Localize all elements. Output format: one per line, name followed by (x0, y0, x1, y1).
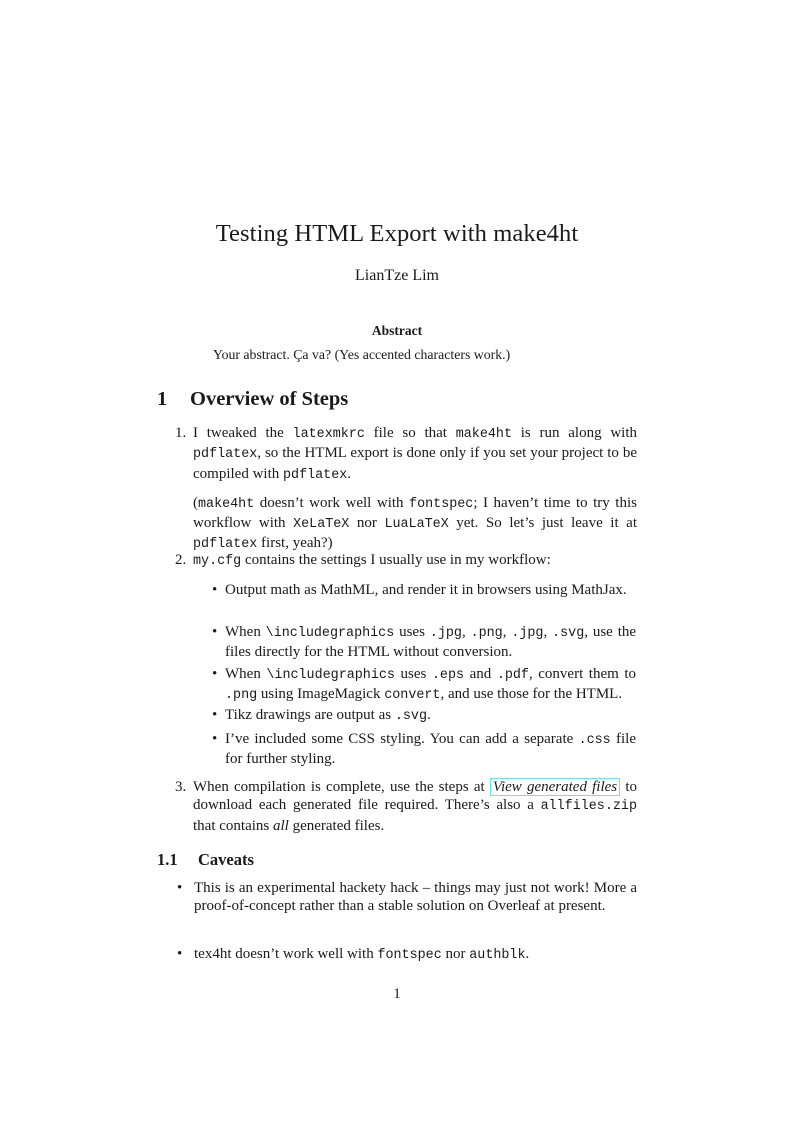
text: uses (394, 624, 430, 640)
abstract-text: Your abstract. Ça va? (Yes accented characters work.) (213, 347, 511, 362)
section-number: 1 (157, 388, 168, 410)
text: that contains (193, 817, 273, 834)
paragraph (193, 424, 637, 485)
text: . (427, 707, 431, 723)
text: , (543, 624, 553, 640)
text: , convert them to (528, 666, 636, 682)
text: , (502, 624, 512, 640)
abstract-heading: Abstract (371, 323, 423, 338)
code: fontspec (377, 948, 442, 963)
list-item (175, 424, 637, 555)
text: ; I haven’t time to try this workflow with (193, 494, 637, 532)
text: contains the settings I usually use in my workflow: (241, 552, 551, 568)
text: Output math as MathML, and render it in browsers using MathJax. (225, 582, 627, 598)
bullet-icon: • (212, 666, 218, 682)
list-marker: 1. (175, 425, 187, 441)
text: , use the files directly for the HTML without conversion. (225, 624, 637, 661)
code: XeLaTeX (293, 517, 350, 533)
code: make4ht (198, 496, 255, 512)
bullet-icon: • (212, 624, 218, 640)
text: When (225, 666, 267, 682)
bullet-item (212, 623, 636, 662)
code: pdflatex (193, 537, 258, 553)
text: . (347, 465, 352, 482)
text: This is an experimental hackety hack – things may just not work! More a proof-of-concept rather than a stable solution on Overleaf at present. (194, 880, 637, 915)
text: doesn’t work well with (254, 494, 410, 511)
list-marker: 2. (175, 552, 187, 568)
bullet-icon: • (177, 880, 183, 896)
text: , so the HTML export is done only if you set your project to be compiled with (193, 445, 637, 482)
text: When compilation is complete, use the steps at (193, 779, 490, 795)
bullet-item (212, 665, 636, 706)
text: first, yeah?) (257, 535, 333, 552)
emphasis: all (272, 817, 289, 834)
bullet-icon: • (212, 731, 218, 747)
subsection-number: 1.1 (157, 850, 178, 869)
list-item (175, 778, 637, 835)
text: to download each generated file required. There’s also a (193, 779, 637, 814)
text: ( (193, 494, 198, 511)
view-generated-files-link[interactable]: View generated files (490, 778, 620, 796)
code: LuaLaTeX (384, 517, 449, 533)
code: .png (225, 688, 258, 704)
text: , (461, 624, 471, 640)
text: I tweaked the (193, 425, 293, 441)
text: and (464, 666, 497, 682)
section-title: Overview of Steps (190, 388, 349, 410)
text: yet. So let’s just leave it at (448, 515, 637, 532)
code: \includegraphics (266, 668, 395, 683)
text: nor (349, 515, 385, 532)
code: my.cfg (193, 554, 242, 569)
code: .svg (552, 626, 585, 641)
text: tex4ht doesn’t work well with (194, 946, 378, 962)
text: , and use those for the HTML. (440, 686, 623, 703)
section-heading (157, 388, 348, 411)
subsection-title: Caveats (198, 850, 254, 869)
code: .css (578, 733, 611, 748)
text: file so that (364, 425, 456, 441)
code: make4ht (455, 427, 512, 442)
code: fontspec (409, 496, 474, 512)
paragraph (193, 494, 637, 555)
text: using ImageMagick (257, 686, 385, 703)
document-title: Testing HTML Export with make4ht (215, 220, 579, 247)
code: \includegraphics (265, 626, 395, 641)
code: authblk (469, 948, 526, 963)
bullet-icon: • (212, 707, 218, 723)
text: file for further styling. (225, 731, 636, 768)
code: .jpg (429, 626, 462, 641)
list-item (175, 551, 637, 571)
text: is run along with (511, 425, 637, 441)
page-number: 1 (393, 986, 401, 1002)
code: .jpg (511, 626, 544, 641)
bullet-icon: • (177, 946, 183, 962)
bullet-item (177, 945, 637, 965)
text: nor (441, 946, 470, 962)
bullet-item (212, 730, 636, 769)
code: latexmkrc (292, 427, 365, 442)
text: Tikz drawings are output as (225, 707, 395, 723)
text: uses (394, 666, 432, 682)
bullet-item (177, 879, 637, 916)
text: . (525, 946, 530, 962)
code: convert (384, 688, 441, 704)
list-marker: 3. (175, 779, 187, 795)
text: I’ve included some CSS styling. You can add a separate (225, 731, 579, 747)
bullet-item (212, 581, 636, 599)
text: generated files. (288, 817, 385, 834)
document-author: LianTze Lim (355, 267, 439, 284)
code: .pdf (496, 668, 529, 683)
code: allfiles.zip (540, 799, 637, 815)
code: .svg (394, 709, 427, 724)
bullet-item (212, 706, 636, 726)
code: .png (470, 626, 503, 641)
bullet-icon: • (212, 582, 218, 598)
text: When (225, 624, 266, 640)
code: .eps (431, 668, 465, 683)
subsection-heading (157, 850, 254, 870)
code: pdflatex (193, 447, 258, 463)
code: pdflatex (283, 467, 348, 483)
